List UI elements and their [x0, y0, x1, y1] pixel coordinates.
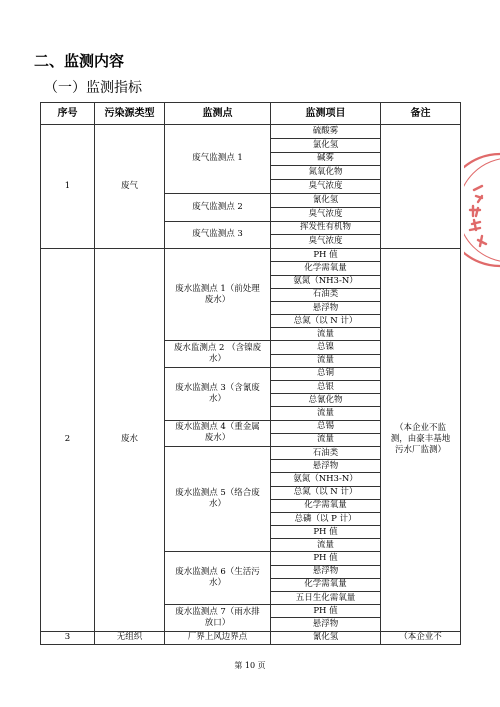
monitor-item: 总氰化物	[271, 394, 381, 407]
monitor-item: 总磷（以 P 计）	[271, 512, 381, 525]
monitor-item: 悬浮物	[271, 301, 381, 314]
table-header-row	[41, 103, 461, 125]
monitor-item: 氮氧化物	[271, 166, 381, 180]
table-row	[41, 631, 461, 644]
monitor-point: 废气监测点 3	[165, 221, 271, 249]
row-type: 无组织	[95, 631, 165, 644]
monitor-point: 废水监测点 3（含氰废水）	[165, 367, 271, 420]
seal-stamp-marks	[470, 186, 486, 246]
monitor-item: 悬浮物	[271, 565, 381, 578]
table-row	[41, 125, 461, 139]
row-remark: （本企业不	[381, 631, 461, 644]
header-remark: 备注	[381, 103, 461, 125]
monitor-item: 化学需氧量	[271, 262, 381, 275]
subsection-title: （一）监测指标	[44, 80, 142, 96]
monitor-item: 总氮（以 N 计）	[271, 315, 381, 328]
monitor-item: 总锡	[271, 420, 381, 433]
header-item: 监测项目	[271, 103, 381, 125]
monitor-item: 悬浮物	[271, 618, 381, 631]
row-type: 废水	[95, 249, 165, 631]
monitor-point: 废气监测点 2	[165, 193, 271, 221]
monitor-item: 流量	[271, 433, 381, 446]
monitor-item: 流量	[271, 328, 381, 341]
monitor-item: 流量	[271, 539, 381, 552]
monitor-item: 悬浮物	[271, 460, 381, 473]
monitor-point: 废水监测点 7（雨水排放口）	[165, 605, 271, 631]
row-type: 废气	[95, 125, 165, 249]
row-no: 2	[41, 249, 95, 631]
monitor-item: 流量	[271, 407, 381, 420]
header-point: 监测点	[165, 103, 271, 125]
header-type: 污染源类型	[95, 103, 165, 125]
monitor-item: 五日生化需氧量	[271, 592, 381, 605]
monitor-item: 硫酸雾	[271, 125, 381, 139]
page-number: 第 10 页	[234, 661, 266, 670]
monitor-item: PH 值	[271, 526, 381, 539]
monitor-item: 氰化氢	[271, 193, 381, 207]
monitor-item: 氰化氢	[271, 631, 381, 644]
monitor-item: 臭气浓度	[271, 235, 381, 249]
monitor-item: 流量	[271, 354, 381, 367]
monitor-item: PH 值	[271, 605, 381, 618]
monitor-item: 总银	[271, 381, 381, 394]
monitor-point: 废水监测点 2 （含镍废水）	[165, 341, 271, 367]
monitor-item: 总氮（以 N 计）	[271, 486, 381, 499]
monitor-item: 总镍	[271, 341, 381, 354]
row-no: 1	[41, 125, 95, 249]
header-no: 序号	[41, 103, 95, 125]
monitor-item: 化学需氧量	[271, 578, 381, 591]
row-no: 3	[41, 631, 95, 644]
monitor-item: 总铜	[271, 367, 381, 380]
monitor-item: PH 值	[271, 552, 381, 565]
monitor-point: 废水监测点 1（前处理废水）	[165, 249, 271, 341]
monitor-item: PH 值	[271, 249, 381, 262]
monitor-item: 臭气浓度	[271, 180, 381, 194]
section-title: 二、监测内容	[34, 52, 125, 70]
table-row	[41, 249, 461, 262]
monitor-item: 挥发性有机物	[271, 221, 381, 235]
monitor-item: 氨氮（NH3-N）	[271, 275, 381, 288]
monitor-point: 废水监测点 4（重金属废水）	[165, 420, 271, 446]
monitor-item: 石油类	[271, 288, 381, 301]
monitor-point: 废水监测点 5（络合废水）	[165, 446, 271, 552]
monitoring-table	[40, 102, 461, 645]
monitor-item: 化学需氧量	[271, 499, 381, 512]
monitor-point: 废气监测点 1	[165, 125, 271, 194]
row-remark	[381, 125, 461, 249]
monitor-item: 臭气浓度	[271, 207, 381, 221]
monitor-point: 废水监测点 6（生活污水）	[165, 552, 271, 605]
monitor-item: 石油类	[271, 446, 381, 459]
monitor-item: 氨氮（NH3-N）	[271, 473, 381, 486]
row-remark: （本企业不监测，由豪丰基地污水厂监测）	[381, 249, 461, 631]
monitor-item: 碱雾	[271, 152, 381, 166]
monitor-point: 厂界上风边界点	[165, 631, 271, 644]
seal-stamp-icon	[464, 150, 500, 270]
monitor-item: 氯化氢	[271, 138, 381, 152]
